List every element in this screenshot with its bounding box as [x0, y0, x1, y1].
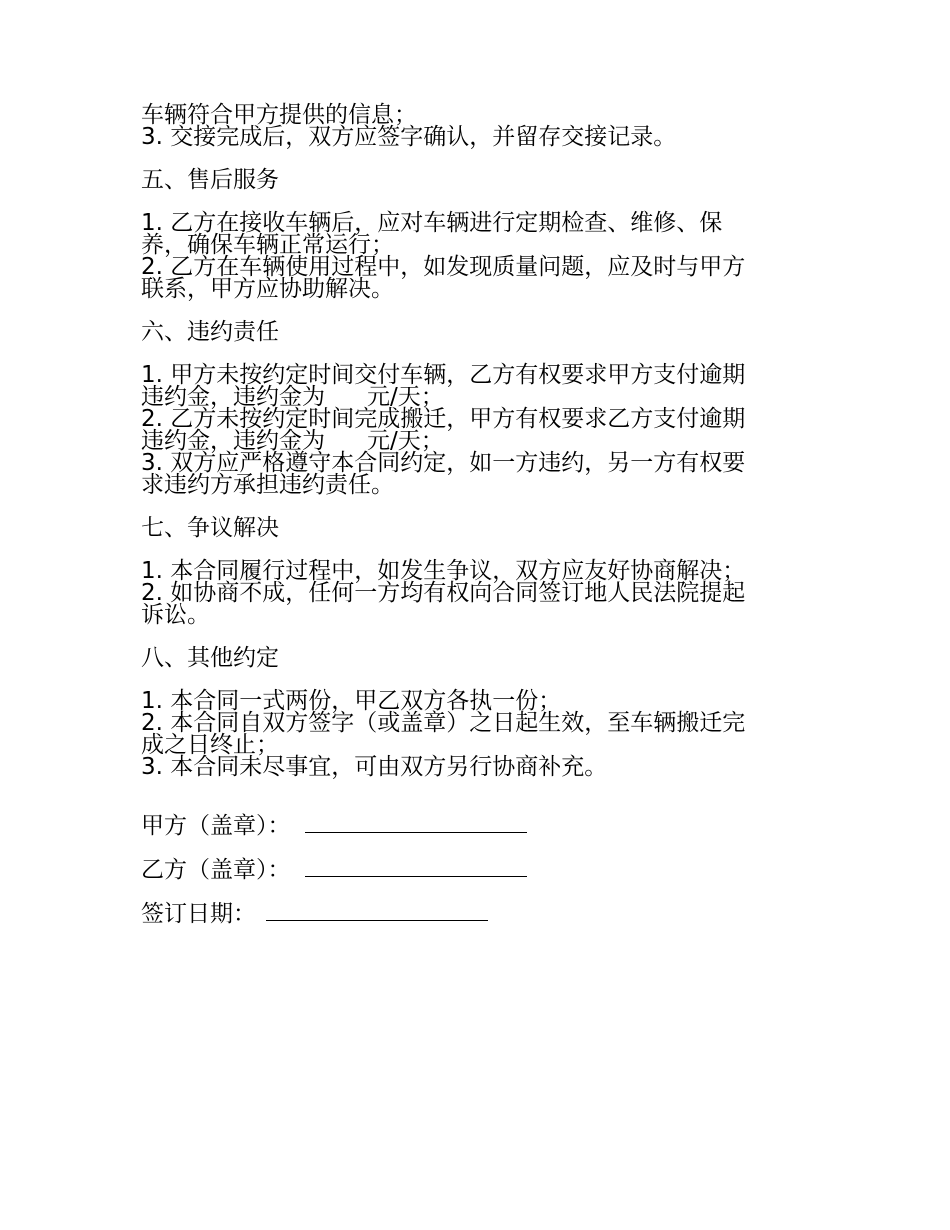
party-a-signature-label: 甲方（盖章）：: [141, 813, 291, 839]
penalty-unit-2: 元/天；: [367, 428, 444, 454]
section-7-item-1-line-1: 1. 本合同履行过程中，如发生争议，双方应友好协商解决；: [141, 558, 746, 584]
section-5-body: [141, 212, 791, 300]
section-6-item-2-line-2: [141, 430, 791, 452]
section-7-item-2-line-1: 2. 如协商不成，任何一方均有权向合同签订地人民法院提起: [141, 580, 746, 606]
section-8-item-2-line-1: 2. 本合同自双方签字（或盖章）之日起生效，至车辆搬迁完: [141, 710, 746, 736]
penalty-label-1: 违约金，违约金为: [141, 384, 325, 410]
section-6-item-3-line-2: 求违约方承担违约责任。: [141, 472, 394, 498]
section-7-item-2-line-2: 诉讼。: [141, 602, 210, 628]
fragment-line-2: 3. 交接完成后，双方应签字确认，并留存交接记录。: [141, 124, 677, 150]
section-5-item-2-line-1: 2. 乙方在车辆使用过程中，如发现质量问题，应及时与甲方: [141, 254, 746, 280]
section-8-item-3-line-1: 3. 本合同未尽事宜，可由双方另行协商补充。: [141, 754, 608, 780]
penalty-label-2: 违约金，违约金为: [141, 428, 325, 454]
contract-content: [141, 104, 791, 928]
section-7-heading: 七、争议解决: [141, 515, 279, 541]
penalty-unit-1: 元/天；: [367, 384, 444, 410]
section-6-heading: 六、违约责任: [141, 319, 279, 345]
signing-date-label: 签订日期：: [141, 901, 256, 927]
party-b-signature-line: [305, 858, 527, 877]
section-8-heading: 八、其他约定: [141, 645, 279, 671]
section-8-item-2-line-2: 成之日终止；: [141, 732, 279, 758]
fragment-line-1: 车辆符合甲方提供的信息；: [141, 102, 417, 128]
section-6-item-1-line-1: 1. 甲方未按约定时间交付车辆，乙方有权要求甲方支付逾期: [141, 362, 746, 388]
signing-date-row: [141, 900, 791, 928]
section-6-item-3-line-1: 3. 双方应严格遵守本合同约定，如一方违约，另一方有权要: [141, 450, 746, 476]
section-5-item-2-line-2: 联系，甲方应协助解决。: [141, 276, 394, 302]
party-b-signature-row: [141, 856, 791, 884]
section-6-item-2-line-1: 2. 乙方未按约定时间完成搬迁，甲方有权要求乙方支付逾期: [141, 406, 746, 432]
section-8-body: [141, 690, 791, 778]
section-5-heading: 五、售后服务: [141, 167, 279, 193]
party-b-signature-label: 乙方（盖章）：: [141, 857, 291, 883]
section-7-body: [141, 560, 791, 626]
section-6-body: [141, 364, 791, 496]
fragment-block: [141, 104, 791, 148]
section-8-item-1-line-1: 1. 本合同一式两份，甲乙双方各执一份；: [141, 688, 562, 714]
section-6-item-1-line-2: [141, 386, 791, 408]
section-5-item-1-line-2: 养，确保车辆正常运行；: [141, 232, 394, 258]
party-a-signature-row: [141, 812, 791, 840]
party-a-signature-line: [305, 814, 527, 833]
signing-date-line: [266, 902, 488, 921]
section-5-item-1-line-1: 1. 乙方在接收车辆后，应对车辆进行定期检查、维修、保: [141, 210, 723, 236]
